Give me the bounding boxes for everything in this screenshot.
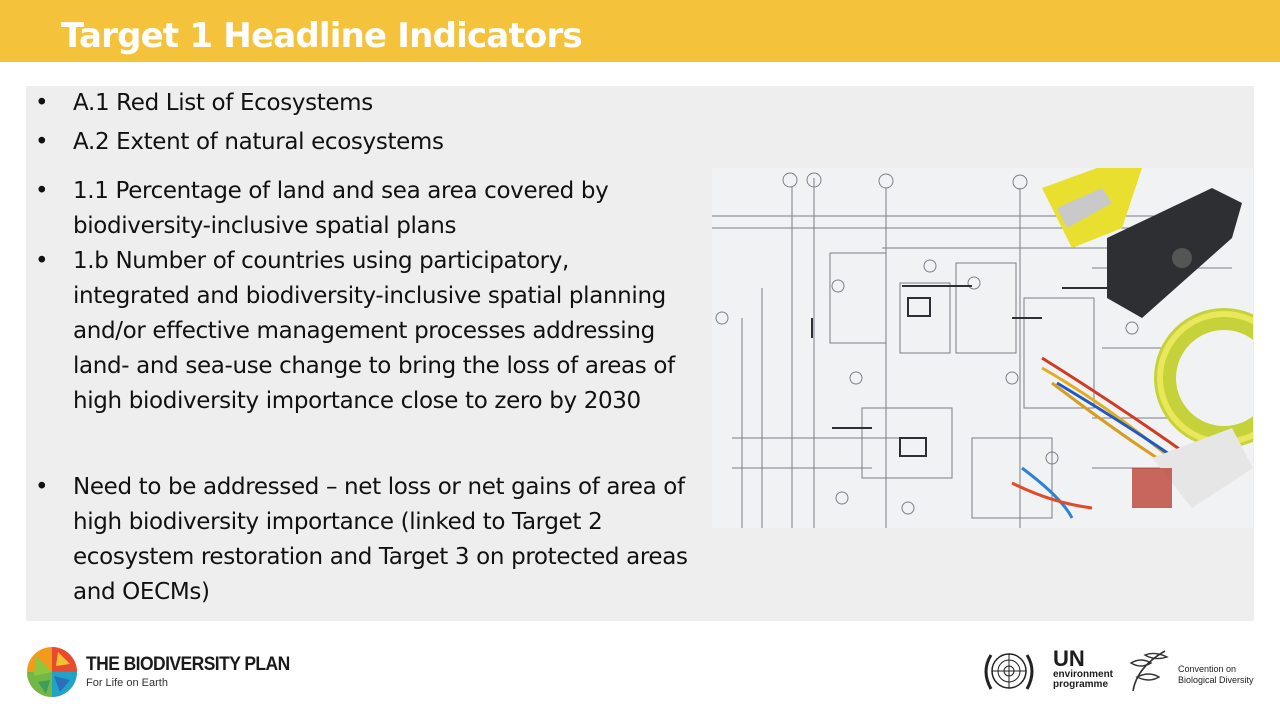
slide-title: Target 1 Headline Indicators	[61, 16, 582, 56]
biodiversity-plan-logo	[26, 646, 78, 703]
unep-un-text: UN	[1053, 646, 1085, 671]
un-logo	[977, 645, 1041, 702]
plan-name: THE BIODIVERSITY PLAN	[86, 654, 290, 675]
unep-line-1: environment	[1053, 669, 1114, 680]
bullet-item: • 1.b Number of countries using participatory, integrated and biodiversity-inclusive spatial planning and/or effective management processes addressing land- and sea-use change to bring the loss of areas of high biodiversity importance close to zero by 2030	[26, 244, 688, 419]
bullet-item: • A.1 Red List of Ecosystems	[26, 86, 688, 121]
bullet-item: • 1.1 Percentage of land and sea area covered by biodiversity-inclusive spatial plans	[26, 174, 688, 244]
blueprint-photo	[712, 168, 1253, 528]
cbd-leaf-icon	[1127, 647, 1171, 693]
bullet-item: • A.2 Extent of natural ecosystems	[26, 125, 688, 160]
unep-logo	[1053, 648, 1113, 690]
cbd-line-2: Biological Diversity	[1178, 675, 1254, 685]
unep-line-2: programme	[1053, 679, 1109, 690]
un-emblem-icon	[977, 645, 1041, 697]
blueprint-with-tools-icon	[712, 168, 1253, 528]
cbd-line-1: Convention on	[1178, 664, 1237, 674]
cbd-logo	[1127, 647, 1171, 698]
cbd-name	[1178, 664, 1268, 686]
plan-tagline: For Life on Earth	[86, 677, 168, 689]
bullet-item: • Need to be addressed – net loss or net gains of area of high biodiversity importance (linked to Target 2 ecosystem restoration and Target 3 on protected areas and OECMs)	[26, 470, 688, 610]
biodiversity-plan-globe-icon	[26, 646, 78, 698]
